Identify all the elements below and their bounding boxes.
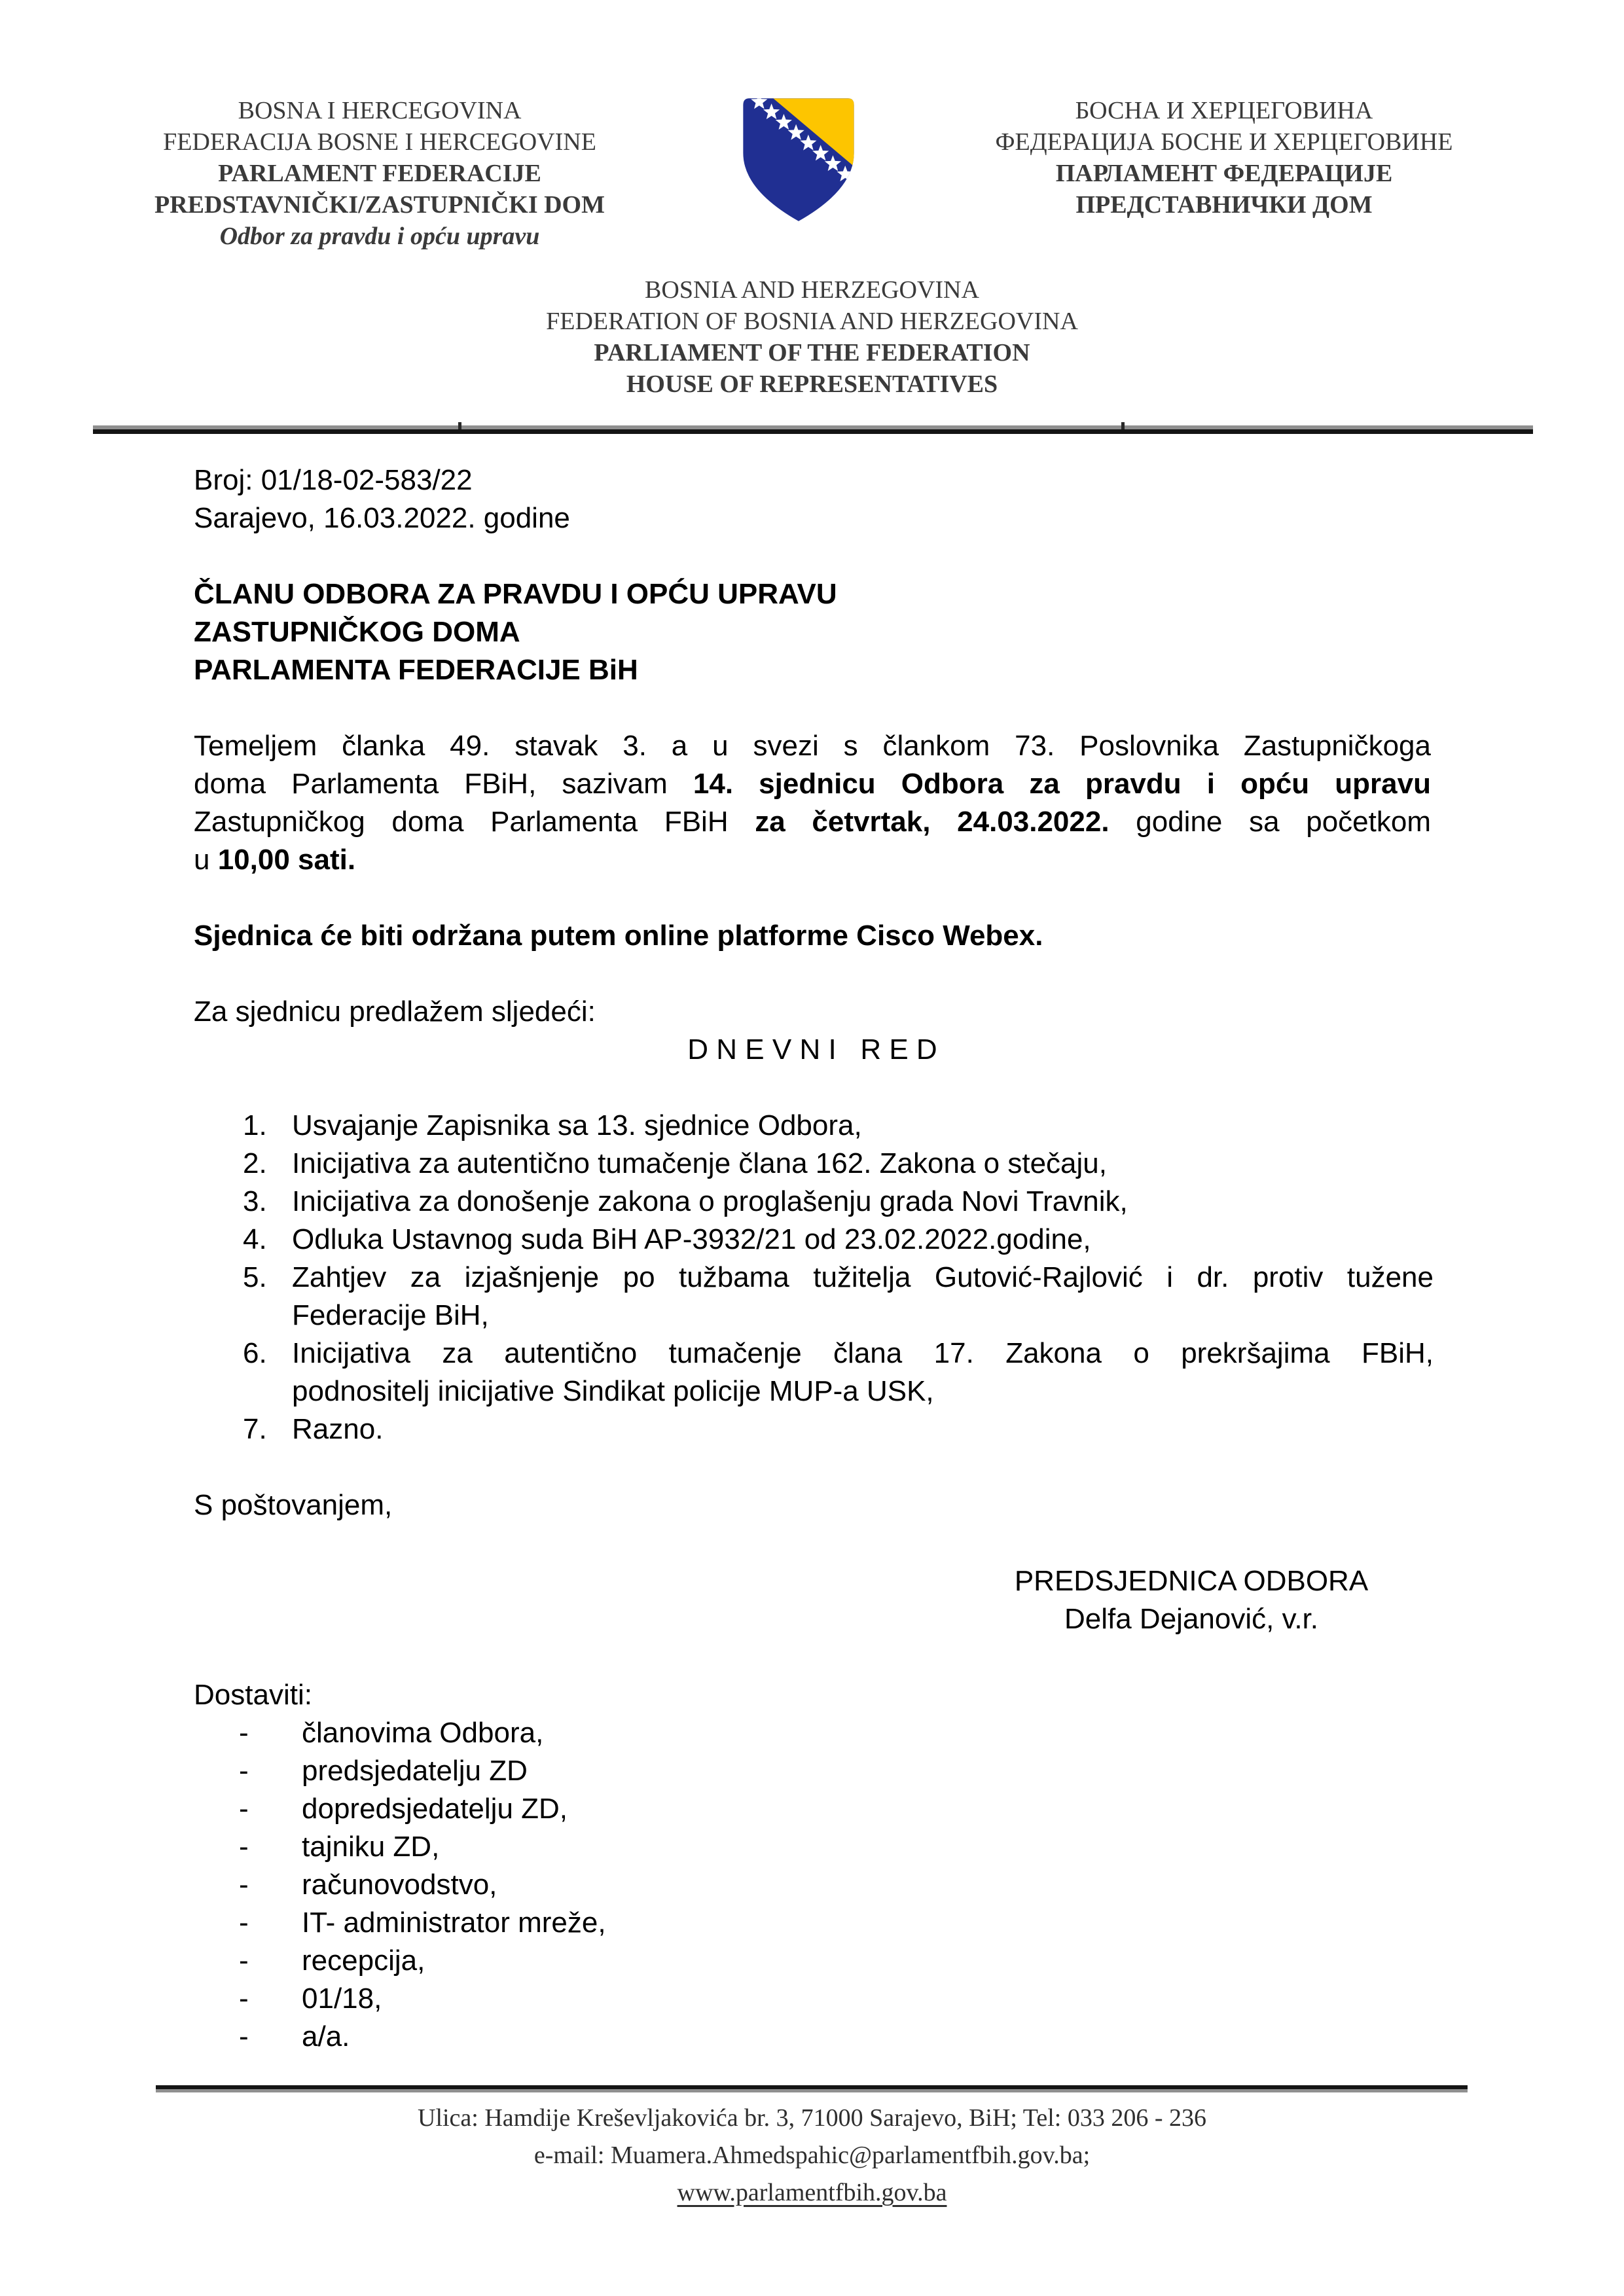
recipient-block (194, 575, 837, 689)
agenda-item-number: 6. (243, 1337, 267, 1369)
document-meta (194, 461, 570, 537)
agenda-item-text: Inicijativa za donošenje zakona o proglašenju grada Novi Travnik, (292, 1185, 1128, 1217)
agenda-item-text: Inicijativa za autentično tumačenje člana 162. Zakona o stečaju, (292, 1147, 1107, 1179)
intro-line-1: Temeljem članka 49. stavak 3. a u svezi s člankom 73. Poslovnika Zastupničkoga (194, 730, 1431, 762)
agenda-item-number: 4. (243, 1223, 267, 1255)
dash-bullet: - (239, 1717, 249, 1749)
dash-bullet: - (239, 1907, 249, 1939)
agenda-item-number: 1. (243, 1109, 267, 1141)
signature-name: Delfa Dejanović, v.r. (1064, 1603, 1318, 1635)
agenda-item-text: Usvajanje Zapisnika sa 13. sjednice Odbora, (292, 1109, 862, 1141)
agenda-item (194, 1221, 1434, 1259)
scan-mark-right (1121, 422, 1125, 429)
distribution-item (194, 1904, 606, 1942)
agenda-item-text: Razno. (292, 1413, 384, 1445)
signature-title: PREDSJEDNICA ODBORA (1014, 1565, 1369, 1597)
intro-line-4 (194, 841, 1431, 879)
intro-line-3 (194, 803, 1431, 841)
intro-line-4-regular: u (194, 844, 218, 876)
org-federation-line-cyrillic: ФЕДЕРАЦИЈА БОСНЕ И ХЕРЦЕГОВИНЕ (995, 128, 1453, 156)
org-committee-line: Odbor za pravdu i opću upravu (219, 223, 540, 250)
org-house-line-english: HOUSE OF REPRESENTATIVES (626, 370, 998, 398)
distribution-item-text: recepcija, (302, 1945, 425, 1977)
dash-bullet: - (239, 2020, 249, 2053)
distribution-item (194, 1828, 606, 1866)
distribution-item (194, 1790, 606, 1828)
distribution-item (194, 2018, 606, 2056)
distribution-item-text: dopredsjedatelju ZD, (302, 1793, 568, 1825)
distribution-item-text: a/a. (302, 2020, 350, 2053)
agenda-item-text-continued: Federacije BiH, (292, 1299, 489, 1331)
distribution-item-text: IT- administrator mreže, (302, 1907, 606, 1939)
proposal-line: Za sjednicu predlažem sljedeći: (194, 996, 596, 1028)
place-and-date: Sarajevo, 16.03.2022. godine (194, 502, 570, 534)
webex-note: Sjednica će biti održana putem online platforme Cisco Webex. (194, 920, 1043, 952)
agenda-item (194, 1183, 1434, 1221)
distribution-item-text: članovima Odbora, (302, 1717, 544, 1749)
intro-line-3-regular: Zastupničkog doma Parlamenta FBiH (194, 806, 755, 838)
org-country-line: BOSNA I HERCEGOVINA (238, 97, 522, 124)
closing-salutation: S poštovanjem, (194, 1489, 393, 1521)
intro-line-2-regular: doma Parlamenta FBiH, sazivam (194, 768, 693, 800)
session-date-bold: za četvrtak, 24.03.2022. (755, 806, 1110, 838)
distribution-item-text: računovodstvo, (302, 1869, 497, 1901)
distribution-item (194, 1866, 606, 1904)
intro-line-3-regular-2: godine sa početkom (1109, 806, 1431, 838)
distribution-label: Dostaviti: (194, 1679, 312, 1711)
distribution-item (194, 1942, 606, 1980)
top-separator (93, 425, 1533, 434)
footer-email: e-mail: Muamera.Ahmedspahic@parlamentfbih.gov.ba; (533, 2142, 1091, 2169)
agenda-item-number: 7. (243, 1413, 267, 1445)
footer (0, 2100, 1624, 2212)
intro-paragraph (194, 727, 1431, 879)
header-left-block (92, 95, 668, 252)
dash-bullet: - (239, 1945, 249, 1977)
dash-bullet: - (239, 1869, 249, 1901)
document-number: Broj: 01/18-02-583/22 (194, 464, 473, 496)
agenda-item-number: 2. (243, 1147, 267, 1179)
agenda-item-number: 5. (243, 1261, 267, 1293)
agenda-item (194, 1410, 1434, 1448)
recipient-line-2: ZASTUPNIČKOG DOMA (194, 616, 520, 648)
dash-bullet: - (239, 1831, 249, 1863)
footer-website-link[interactable]: www.parlamentfbih.gov.ba (677, 2179, 947, 2206)
distribution-item-text: 01/18, (302, 1982, 382, 2015)
bih-coat-of-arms (732, 92, 865, 225)
distribution-item-text: predsjedatelju ZD (302, 1755, 528, 1787)
agenda-title: D N E V N I R E D (687, 1033, 937, 1066)
distribution-item (194, 1714, 606, 1752)
agenda-item (194, 1145, 1434, 1183)
dash-bullet: - (239, 1793, 249, 1825)
org-parliament-line: PARLAMENT FEDERACIJE (218, 160, 541, 187)
org-parliament-line-english: PARLIAMENT OF THE FEDERATION (594, 339, 1030, 367)
org-country-line-english: BOSNIA AND HERZEGOVINA (645, 276, 979, 304)
org-parliament-line-cyrillic: ПАРЛАМЕНТ ФЕДЕРАЦИЈЕ (1055, 160, 1393, 187)
org-house-line-cyrillic: ПРЕДСТАВНИЧКИ ДОМ (1075, 191, 1373, 219)
agenda-item-text: Odluka Ustavnog suda BiH AP-3932/21 od 23.02.2022.godine, (292, 1223, 1091, 1255)
session-title-bold: 14. sjednicu Odbora za pravdu i opću upravu (693, 768, 1431, 800)
org-federation-line: FEDERACIJA BOSNE I HERCEGOVINE (163, 128, 596, 156)
intro-line-2 (194, 765, 1431, 803)
agenda-item-text: Zahtjev za izjašnjenje po tužbama tužitelja Gutović-Rajlović i dr. protiv tužene (292, 1261, 1434, 1293)
agenda-item (194, 1335, 1434, 1410)
agenda-item-text: Inicijativa za autentično tumačenje člana 17. Zakona o prekršajima FBiH, (292, 1337, 1434, 1369)
org-house-line: PREDSTAVNIČKI/ZASTUPNIČKI DOM (154, 191, 605, 219)
distribution-block (194, 1676, 606, 2056)
agenda-item-number: 3. (243, 1185, 267, 1217)
dash-bullet: - (239, 1755, 249, 1787)
agenda-list (194, 1107, 1434, 1448)
header-right-block (936, 95, 1512, 221)
distribution-item (194, 1752, 606, 1790)
recipient-line-3: PARLAMENTA FEDERACIJE BiH (194, 654, 638, 686)
signature-block (975, 1562, 1407, 1638)
agenda-item (194, 1259, 1434, 1335)
org-country-line-cyrillic: БОСНА И ХЕРЦЕГОВИНА (1075, 97, 1373, 124)
agenda-item (194, 1107, 1434, 1145)
session-time-bold: 10,00 sati. (217, 844, 356, 876)
distribution-item (194, 1980, 606, 2018)
footer-address: Ulica: Hamdije Kreševljakovića br. 3, 71000 Sarajevo, BiH; Tel: 033 206 - 236 (418, 2104, 1206, 2132)
agenda-item-text-continued: podnositelj inicijative Sindikat policije MUP-a USK, (292, 1375, 934, 1407)
distribution-item-text: tajniku ZD, (302, 1831, 440, 1863)
recipient-line-1: ČLANU ODBORA ZA PRAVDU I OPĆU UPRAVU (194, 578, 837, 610)
bottom-separator (156, 2085, 1468, 2092)
scan-mark-left (458, 422, 461, 429)
org-federation-line-english: FEDERATION OF BOSNIA AND HERZEGOVINA (546, 308, 1078, 335)
dash-bullet: - (239, 1982, 249, 2015)
header-center-block (0, 274, 1624, 400)
